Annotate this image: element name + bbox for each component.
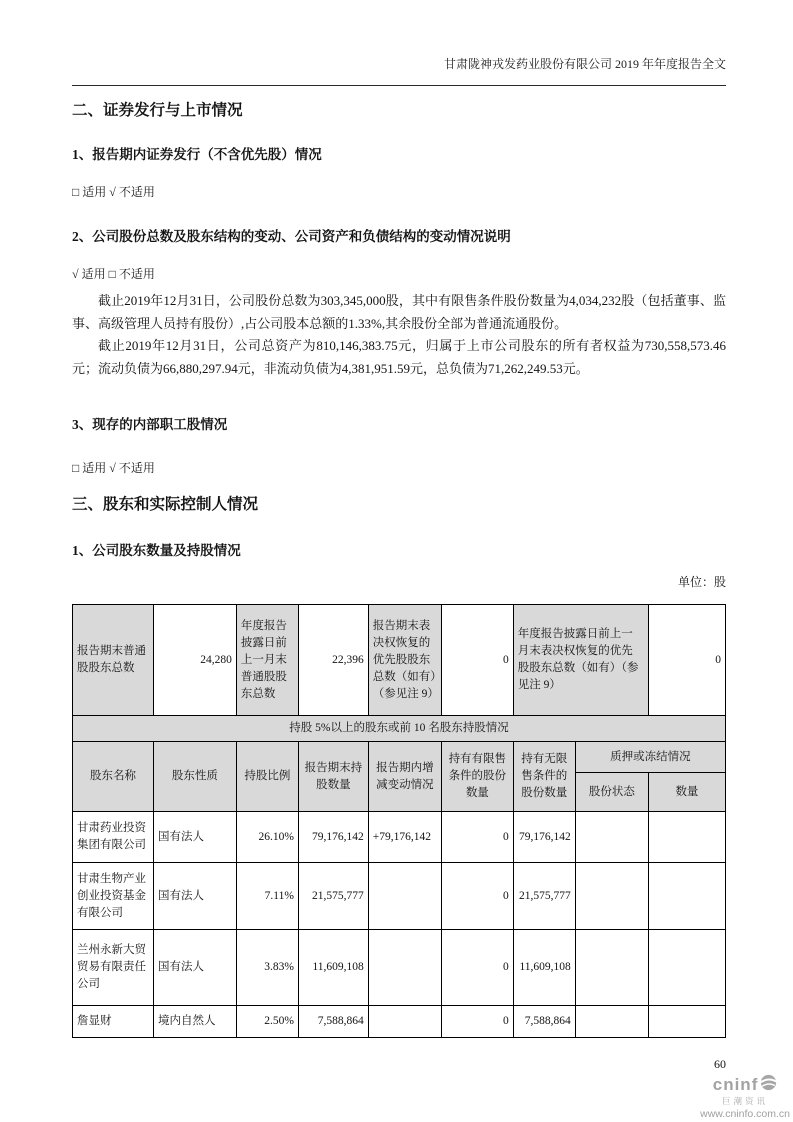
shareholder-unrestricted: 21,575,777 <box>513 863 575 930</box>
shareholder-pledge-qty <box>648 1006 725 1038</box>
shareholder-ratio: 2.50% <box>236 1006 298 1038</box>
col-header-shares-end: 报告期末持股数量 <box>298 742 368 812</box>
col-header-ratio: 持股比例 <box>236 742 298 812</box>
shareholder-pledge-status <box>575 1006 648 1038</box>
shareholder-unrestricted: 11,609,108 <box>513 930 575 1006</box>
shareholder-name: 甘肃生物产业创业投资基金有限公司 <box>73 863 154 930</box>
shareholder-shares: 79,176,142 <box>298 812 368 863</box>
shareholder-unrestricted: 79,176,142 <box>513 812 575 863</box>
shareholder-row <box>73 1006 726 1038</box>
shareholder-restricted: 0 <box>441 863 513 930</box>
band-label: 持股 5%以上的股东或前 10 名股东持股情况 <box>73 716 726 742</box>
summary-label-pref-prior: 年度报告披露日前上一月末表决权恢复的优先股股东总数（如有）（参见注 9） <box>513 605 648 716</box>
cninfo-logo-subtitle: 巨潮资讯 <box>722 1096 769 1106</box>
shareholder-pledge-qty <box>648 812 725 863</box>
unit-label: 单位：股 <box>677 575 726 589</box>
subsection-2-3-heading: 3、现存的内部职工股情况 <box>72 417 228 432</box>
table-section-band <box>73 716 726 742</box>
shareholder-restricted: 0 <box>441 930 513 1006</box>
shareholder-ratio: 26.10% <box>236 812 298 863</box>
col-header-pledge-status: 股份状态 <box>575 773 648 812</box>
shareholder-ratio: 7.11% <box>236 863 298 930</box>
shareholder-pledge-status <box>575 930 648 1006</box>
share-total-paragraph: 截止2019年12月31日，公司股份总数为303,345,000股，其中有限售条件股份数量为4,034,232股（包括董事、监事、高级管理人员持有股份）,占公司股本总额的1.33%,其余股份全部为普通流通股份。 <box>72 293 726 331</box>
shareholder-ratio: 3.83% <box>236 930 298 1006</box>
shareholder-nature: 境内自然人 <box>153 1006 236 1038</box>
col-header-nature: 股东性质 <box>153 742 236 812</box>
shareholder-summary-row <box>73 605 726 716</box>
shareholder-change <box>368 863 441 930</box>
shareholder-name: 甘肃药业投资集团有限公司 <box>73 812 154 863</box>
col-header-pledge-group: 质押或冻结情况 <box>575 742 725 773</box>
summary-label-pref-end: 报告期末表决权恢复的优先股股东总数（如有）（参见注 9） <box>368 605 441 716</box>
shareholder-row <box>73 812 726 863</box>
shareholder-nature: 国有法人 <box>153 863 236 930</box>
page-number: 60 <box>714 1057 726 1071</box>
cninfo-logo-text: cninf <box>712 1075 759 1094</box>
col-header-change: 报告期内增减变动情况 <box>368 742 441 812</box>
subsection-3-1-heading: 1、公司股东数量及持股情况 <box>72 543 241 558</box>
shareholder-row <box>73 930 726 1006</box>
applicability-2-2: √ 适用 □ 不适用 <box>72 267 155 281</box>
shareholder-change <box>368 930 441 1006</box>
subsection-2-1-heading: 1、报告期内证券发行（不含优先股）情况 <box>72 147 322 162</box>
shareholder-shares: 7,588,864 <box>298 1006 368 1038</box>
shareholder-shares: 21,575,777 <box>298 863 368 930</box>
shareholder-restricted: 0 <box>441 812 513 863</box>
shareholder-name: 詹显财 <box>73 1006 154 1038</box>
shareholder-pledge-qty <box>648 863 725 930</box>
assets-liabilities-paragraph: 截止2019年12月31日，公司总资产为810,146,383.75元，归属于上市公司股东的所有者权益为730,558,573.46元；流动负债为66,880,297.94元，非流动负债为4,381,951.59元，总负债为71,262,249.53元。 <box>72 338 726 376</box>
summary-value-pref-end: 0 <box>441 605 513 716</box>
shareholder-pledge-qty <box>648 930 725 1006</box>
table-header-row <box>73 742 726 773</box>
section-3-heading: 三、股东和实际控制人情况 <box>72 496 259 513</box>
col-header-restricted: 持有有限售条件的股份数量 <box>441 742 513 812</box>
section-2-heading: 二、证券发行与上市情况 <box>72 102 243 119</box>
cninfo-logo-url: www.cninfo.com.cn <box>700 1107 790 1120</box>
shareholder-name: 兰州永新大贸贸易有限责任公司 <box>73 930 154 1006</box>
summary-label-common-end: 报告期末普通股股东总数 <box>73 605 154 716</box>
doc-header-title: 甘肃陇神戎发药业股份有限公司 2019 年年度报告全文 <box>72 0 726 86</box>
col-header-unrestricted: 持有无限售条件的股份数量 <box>513 742 575 812</box>
page-content <box>72 0 726 1072</box>
shareholder-pledge-status <box>575 863 648 930</box>
summary-value-common-end: 24,280 <box>153 605 236 716</box>
shareholder-change: +79,176,142 <box>368 812 441 863</box>
summary-label-common-prior: 年度报告披露日前上一月末普通股股东总数 <box>236 605 298 716</box>
applicability-2-3: □ 适用 √ 不适用 <box>72 461 155 475</box>
shareholder-change <box>368 1006 441 1038</box>
summary-value-pref-prior: 0 <box>648 605 725 716</box>
shareholder-table <box>72 604 726 1038</box>
shareholder-unrestricted: 7,588,864 <box>513 1006 575 1038</box>
summary-value-common-prior: 22,396 <box>298 605 368 716</box>
applicability-2-1: □ 适用 √ 不适用 <box>72 185 155 199</box>
shareholder-shares: 11,609,108 <box>298 930 368 1006</box>
shareholder-restricted: 0 <box>441 1006 513 1038</box>
col-header-pledge-qty: 数量 <box>648 773 725 812</box>
cninfo-logo <box>700 1074 790 1119</box>
shareholder-row <box>73 863 726 930</box>
subsection-2-2-heading: 2、公司股份总数及股东结构的变动、公司资产和负债结构的变动情况说明 <box>72 229 511 244</box>
shareholder-nature: 国有法人 <box>153 812 236 863</box>
shareholder-nature: 国有法人 <box>153 930 236 1006</box>
cninfo-swirl-icon <box>760 1074 777 1095</box>
shareholder-pledge-status <box>575 812 648 863</box>
col-header-name: 股东名称 <box>73 742 154 812</box>
